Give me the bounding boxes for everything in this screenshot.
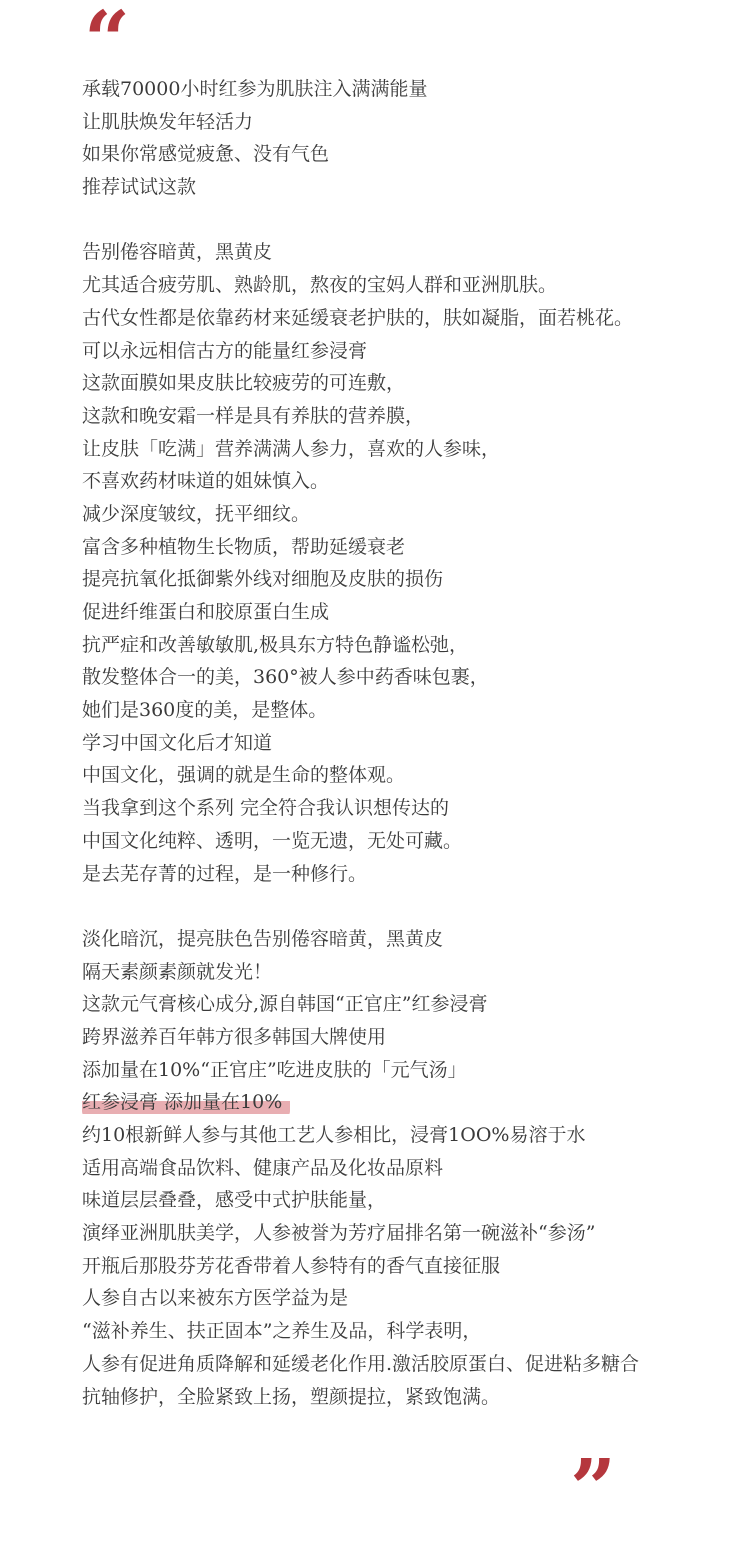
- text-line: 告别倦容暗黄，黑黄皮: [82, 241, 273, 264]
- highlighted-line: [82, 1086, 742, 1119]
- text-line: 跨界滋养百年韩方很多韩国大牌使用: [82, 1025, 387, 1048]
- text-line: 这款面膜如果皮肤比较疲劳的可连敷，: [82, 372, 406, 395]
- text-line: 推荐试试这款: [82, 176, 197, 199]
- text-line: 演绎亚洲肌肤美学，人参被誉为芳疗届排名第一碗滋补“参汤”: [82, 1222, 596, 1245]
- text-line: 不喜欢药材味道的姐妹慎入。: [82, 470, 330, 493]
- paragraph-gap: [82, 204, 742, 237]
- text-line: 当我拿到这个系列 完全符合我认识想传达的: [82, 797, 450, 820]
- left-double-quote-icon: “: [84, 0, 131, 87]
- text-line: 可以永远相信古方的能量红参浸膏: [82, 339, 368, 362]
- text-line: 是去芜存菁的过程，是一种修行。: [82, 862, 368, 885]
- text-line: 尤其适合疲劳肌、熟龄肌，熬夜的宝妈人群和亚洲肌肤。: [82, 274, 558, 297]
- text-line: 抗严症和改善敏敏肌,极具东方特色静谧松弛，: [82, 633, 469, 656]
- text-line: 中国文化纯粹、透明，一览无遗，无处可藏。: [82, 829, 463, 852]
- text-line: 富含多种植物生长物质，帮助延缓衰老: [82, 535, 406, 558]
- text-line: 这款和晚安霜一样是具有养肤的营养膜，: [82, 404, 425, 427]
- text-line: 添加量在10%“正官庄”吃进皮肤的「元气汤」: [82, 1058, 467, 1081]
- text-line: 学习中国文化后才知道: [82, 731, 273, 754]
- text-line: 让皮肤「吃满」营养满满人参力，喜欢的人参味，: [82, 437, 501, 460]
- text-line: 中国文化，强调的就是生命的整体观。: [82, 764, 406, 787]
- paragraph-benefits: [82, 236, 742, 890]
- text-line: 提亮抗氧化抵御紫外线对细胞及皮肤的损伤: [82, 568, 444, 591]
- text-line: 开瓶后那股芬芳花香带着人参特有的香气直接征服: [82, 1254, 501, 1277]
- text-line: 隔天素颜素颜就发光！: [82, 960, 273, 983]
- highlight-marker: 红参浸膏 添加量在10%: [82, 1086, 290, 1119]
- right-double-quote-icon: ”: [570, 1441, 617, 1535]
- text-line: 味道层层叠叠，感受中式护肤能量，: [82, 1189, 387, 1212]
- paragraph-intro: [82, 73, 742, 204]
- text-line: 如果你常感觉疲惫、没有气色: [82, 143, 330, 166]
- text-line: 减少深度皱纹，抚平细纹。: [82, 502, 311, 525]
- text-line: 淡化暗沉，提亮肤色告别倦容暗黄，黑黄皮: [82, 927, 444, 950]
- text-line: 这款元气膏核心成分,源自韩国“正官庄”红参浸膏: [82, 993, 488, 1016]
- text-line: 古代女性都是依靠药材来延缓衰老护肤的，肤如凝脂，面若桃花。: [82, 306, 634, 329]
- text-line: “滋补养生、扶正固本”之养生及品，科学表明，: [82, 1320, 482, 1343]
- text-line: 承载70000小时红参为肌肤注入满满能量: [82, 78, 428, 100]
- text-line: 促进纤维蛋白和胶原蛋白生成: [82, 601, 330, 623]
- text-line: 约10根新鲜人参与其他工艺人参相比，浸膏1OO%易溶于水: [82, 1124, 586, 1146]
- paragraph-ingredients: [82, 923, 742, 1413]
- paragraph-gap: [82, 890, 742, 923]
- text-line: 她们是360度的美，是整体。: [82, 699, 328, 722]
- text-line: 抗轴修护，全脸紧致上扬，塑颜提拉，紧致饱满。: [82, 1385, 501, 1408]
- text-line: 人参有促进角质降解和延缓老化作用.激活胶原蛋白、促进粘多糖合: [82, 1352, 640, 1375]
- text-line: 适用高端食品饮料、健康产品及化妆品原料: [82, 1156, 444, 1179]
- text-line: 让肌肤焕发年轻活力: [82, 110, 254, 133]
- text-line: 散发整体合一的美，360°被人参中药香味包裹，: [82, 666, 489, 689]
- article-body: [82, 73, 742, 1413]
- text-line: 人参自古以来被东方医学益为是: [82, 1287, 349, 1310]
